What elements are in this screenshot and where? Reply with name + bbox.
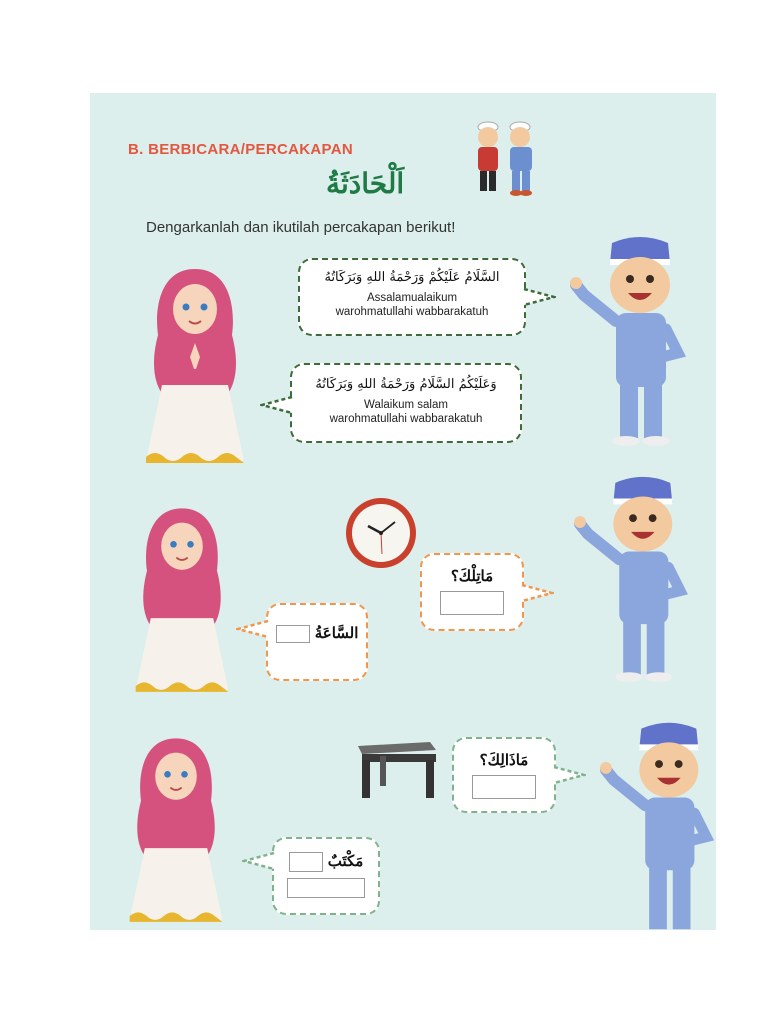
bubble-tail bbox=[236, 619, 270, 639]
bubble-tail bbox=[522, 287, 556, 307]
speech-bubble-question-clock bbox=[420, 553, 524, 631]
bubble-tail bbox=[552, 765, 586, 785]
boy-icon bbox=[570, 233, 690, 447]
speech-bubble-answer-table bbox=[272, 837, 380, 915]
answer-blank[interactable] bbox=[276, 625, 310, 643]
answer-blank[interactable] bbox=[289, 852, 323, 872]
bubble-arabic: السَّلَامُ عَلَيْكُمْ وَرَحْمَةُ اللهِ وَبَرَكَاتُهُ bbox=[324, 270, 500, 285]
instruction-text: Dengarkanlah dan ikutilah percakapan berikut! bbox=[146, 219, 456, 236]
answer-blank[interactable] bbox=[472, 775, 536, 799]
girl-icon bbox=[130, 503, 234, 701]
boys-greeting-icon bbox=[468, 117, 548, 201]
bubble-latin-line1: Assalamualaikum bbox=[366, 292, 458, 304]
worksheet-page bbox=[90, 93, 716, 930]
speech-bubble-answer-clock bbox=[266, 603, 368, 681]
boy-icon bbox=[600, 717, 716, 930]
bubble-arabic: السَّاعَةُ bbox=[314, 624, 359, 642]
speech-bubble-question-table bbox=[452, 737, 556, 813]
bubble-arabic: وَعَلَيْكُمُ السَّلَامُ وَرَحْمَةُ اللهِ وَبَرَكَاتُهُ bbox=[315, 377, 497, 392]
bubble-arabic: مَاذَالِكَ؟ bbox=[479, 751, 529, 769]
girl-icon bbox=[140, 265, 250, 471]
bubble-latin-line2: warohmatullahi wabbarakatuh bbox=[329, 413, 483, 425]
answer-blank[interactable] bbox=[287, 878, 365, 898]
bubble-tail bbox=[242, 851, 276, 871]
section-title: B. BERBICARA/PERCAKAPAN bbox=[128, 141, 353, 158]
arabic-title: اَلْحَادَثَةُ bbox=[326, 167, 405, 200]
speech-bubble-reply bbox=[290, 363, 522, 443]
bubble-tail bbox=[520, 583, 554, 603]
bubble-arabic: مَاتِلْكَ؟ bbox=[450, 567, 494, 585]
answer-blank[interactable] bbox=[440, 591, 504, 615]
bubble-latin-line1: Walaikum salam bbox=[364, 399, 448, 411]
bubble-latin-line2: warohmatullahi wabbarakatuh bbox=[335, 306, 489, 318]
girl-icon bbox=[124, 733, 228, 930]
table-icon bbox=[350, 738, 438, 802]
bubble-tail bbox=[260, 395, 294, 415]
boy-icon bbox=[574, 473, 692, 683]
clock-icon bbox=[344, 496, 418, 570]
bubble-arabic: مَكْتَبٌ bbox=[327, 852, 364, 870]
speech-bubble-greeting bbox=[298, 258, 526, 336]
